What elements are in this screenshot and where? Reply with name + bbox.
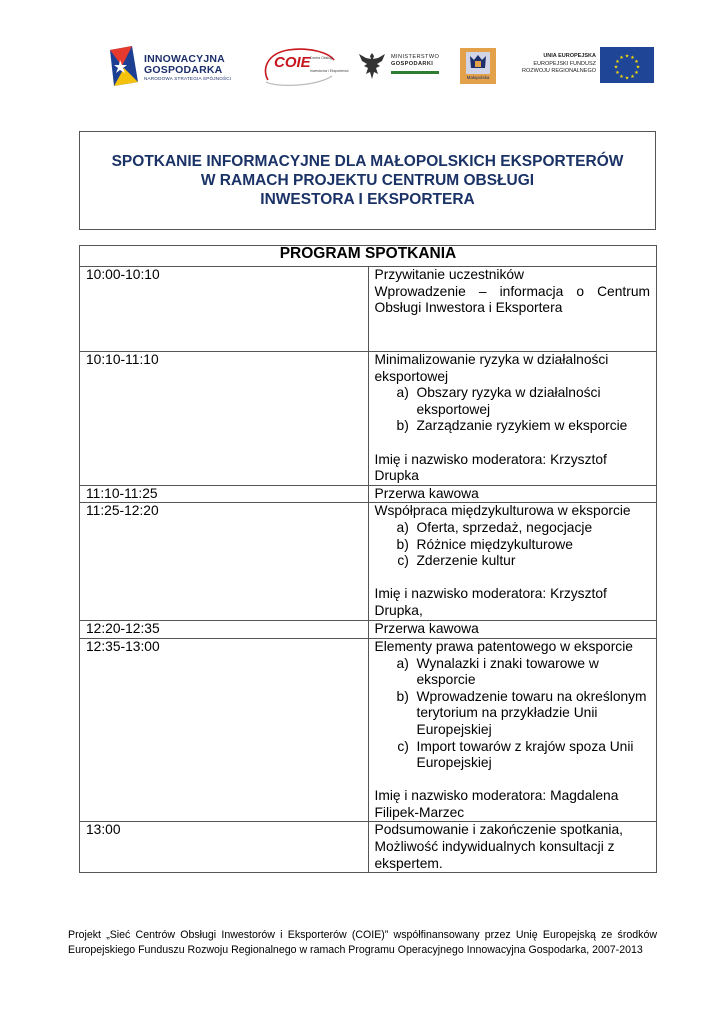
row-time: 11:10-11:25 <box>80 485 369 503</box>
ue-line2: EUROPEJSKI FUNDUSZ <box>533 61 596 67</box>
ig-line1: INNOWACYJNA <box>144 53 225 65</box>
row-content <box>368 267 657 352</box>
table-row <box>80 638 657 822</box>
footer-note: Projekt „Sieć Centrów Obsługi Inwestorów i Eksporterów (COIE)” współfinansowany przez Unię Europejską ze środków Europejskiego Funduszu Rozwoju Regionalnego w ramach Programu Operacyjnego Innowacyjna Gospodarka, 2007-2013 <box>68 929 657 956</box>
min-line1: MINISTERSTWO <box>391 54 440 60</box>
eu-star-icon: ★ <box>635 64 641 71</box>
row-time: 12:20-12:35 <box>80 621 369 639</box>
program-header-row <box>80 246 657 267</box>
coie-name: COIE <box>274 54 311 71</box>
min-green-bar <box>391 71 439 74</box>
title-line2: W RAMACH PROJEKTU CENTRUM OBSŁUGI <box>200 172 535 189</box>
row-moderator: Imię i nazwisko moderatora: Magdalena Filipek-Marzec <box>374 788 619 820</box>
eagle-icon <box>357 50 387 82</box>
table-row <box>80 621 657 639</box>
row-content <box>368 352 657 486</box>
list-item: c. Import towarów z krajów spoza Unii Europejskiej <box>417 739 651 772</box>
table-row <box>80 822 657 873</box>
ig-line2: GOSPODARKA <box>144 64 223 76</box>
row-content <box>368 822 657 873</box>
malopolska-label: Małopolska <box>466 75 490 80</box>
row-time: 13:00 <box>80 822 369 873</box>
table-row <box>80 485 657 503</box>
row-title: Przerwa kawowa <box>368 621 657 639</box>
row-line: Przywitanie uczestników <box>374 267 525 282</box>
row-title: Minimalizowanie ryzyka w działalności eksportowej <box>374 352 609 384</box>
title-line1: SPOTKANIE INFORMACYJNE DLA MAŁOPOLSKICH EKSPORTERÓW <box>111 153 624 170</box>
row-time: 12:35-13:00 <box>80 638 369 822</box>
coie-logo <box>258 44 349 88</box>
eu-star-icon: ★ <box>630 73 635 80</box>
list-item: b. Wprowadzenie towaru na określonym terytorium na przykładzie Unii Europejskiej <box>417 689 651 739</box>
sub-list <box>375 656 651 772</box>
ue-line1: UNIA EUROPEJSKA <box>543 53 596 59</box>
row-title: Współpraca międzykulturowa w eksporcie <box>374 503 631 519</box>
sub-list <box>375 520 651 570</box>
row-content <box>368 638 657 822</box>
table-row <box>80 503 657 621</box>
title-text <box>80 152 655 209</box>
eu-star-icon: ★ <box>613 64 619 71</box>
eu-star-icon: ★ <box>630 54 635 61</box>
min-line2: GOSPODARKI <box>391 61 434 67</box>
row-time: 10:00-10:10 <box>80 267 369 352</box>
title-box <box>79 131 656 230</box>
table-row <box>80 352 657 486</box>
coie-sub1: Centra Obsługi <box>310 56 333 60</box>
row-line: Możliwość indywidualnych konsultacji z ekspertem. <box>374 839 615 871</box>
row-moderator: Imię i nazwisko moderatora: Krzysztof Drupka, <box>374 586 607 618</box>
row-line: Podsumowanie i zakończenie spotkania, <box>374 822 623 838</box>
logo-bar <box>0 44 725 88</box>
list-item: a. Obszary ryzyka w działalności eksportowej <box>417 385 651 418</box>
eu-star-icon: ★ <box>615 58 620 65</box>
eu-star-icon: ★ <box>619 73 624 80</box>
unia-europejska-logo <box>512 44 654 88</box>
eu-stars-icon <box>600 47 654 83</box>
eu-star-icon: ★ <box>624 53 630 60</box>
row-title: Elementy prawa patentowego w eksporcie <box>374 638 633 654</box>
spacer <box>375 435 651 452</box>
list-item: a. Wynalazki i znaki towarowe w eksporcie <box>417 656 651 689</box>
row-time: 10:10-11:10 <box>80 352 369 486</box>
table-row <box>80 267 657 352</box>
innowacyjna-gospodarka-icon <box>108 46 140 86</box>
spacer <box>375 570 651 587</box>
row-title: Przerwa kawowa <box>368 485 657 503</box>
row-content <box>368 503 657 621</box>
program-header: PROGRAM SPOTKANIA <box>80 246 657 267</box>
program-table <box>79 245 657 873</box>
row-time: 11:25-12:20 <box>80 503 369 621</box>
list-item: a. Oferta, sprzedaż, negocjacje <box>417 520 651 537</box>
eu-star-icon: ★ <box>615 69 620 76</box>
eu-star-icon: ★ <box>619 54 624 61</box>
malopolska-logo <box>460 44 496 88</box>
spacer <box>375 772 651 789</box>
row-line: Wprowadzenie – informacja o Centrum Obsługi Inwestora i Eksportera <box>374 283 650 316</box>
list-item: c. Zderzenie kultur <box>417 553 651 570</box>
list-item: b. Zarządzanie ryzykiem w eksporcie <box>417 418 651 435</box>
eu-star-icon: ★ <box>634 69 639 76</box>
row-moderator: Imię i nazwisko moderatora: Krzysztof Drupka <box>374 451 607 484</box>
ministerstwo-logo <box>357 44 442 88</box>
eu-star-icon: ★ <box>634 58 639 65</box>
eu-star-icon: ★ <box>624 75 630 82</box>
sub-list <box>375 385 651 435</box>
eu-flag-icon <box>600 47 654 83</box>
coie-sub2: Inwestorów i Eksporterów <box>310 69 349 73</box>
ig-line3: NARODOWA STRATEGIA SPÓJNOŚCI <box>144 76 232 81</box>
innowacyjna-gospodarka-logo <box>108 44 243 88</box>
ue-line3: ROZWOJU REGIONALNEGO <box>522 68 596 74</box>
list-item: b. Różnice międzykulturowe <box>417 537 651 554</box>
title-line3: INWESTORA I EKSPORTERA <box>260 191 475 208</box>
